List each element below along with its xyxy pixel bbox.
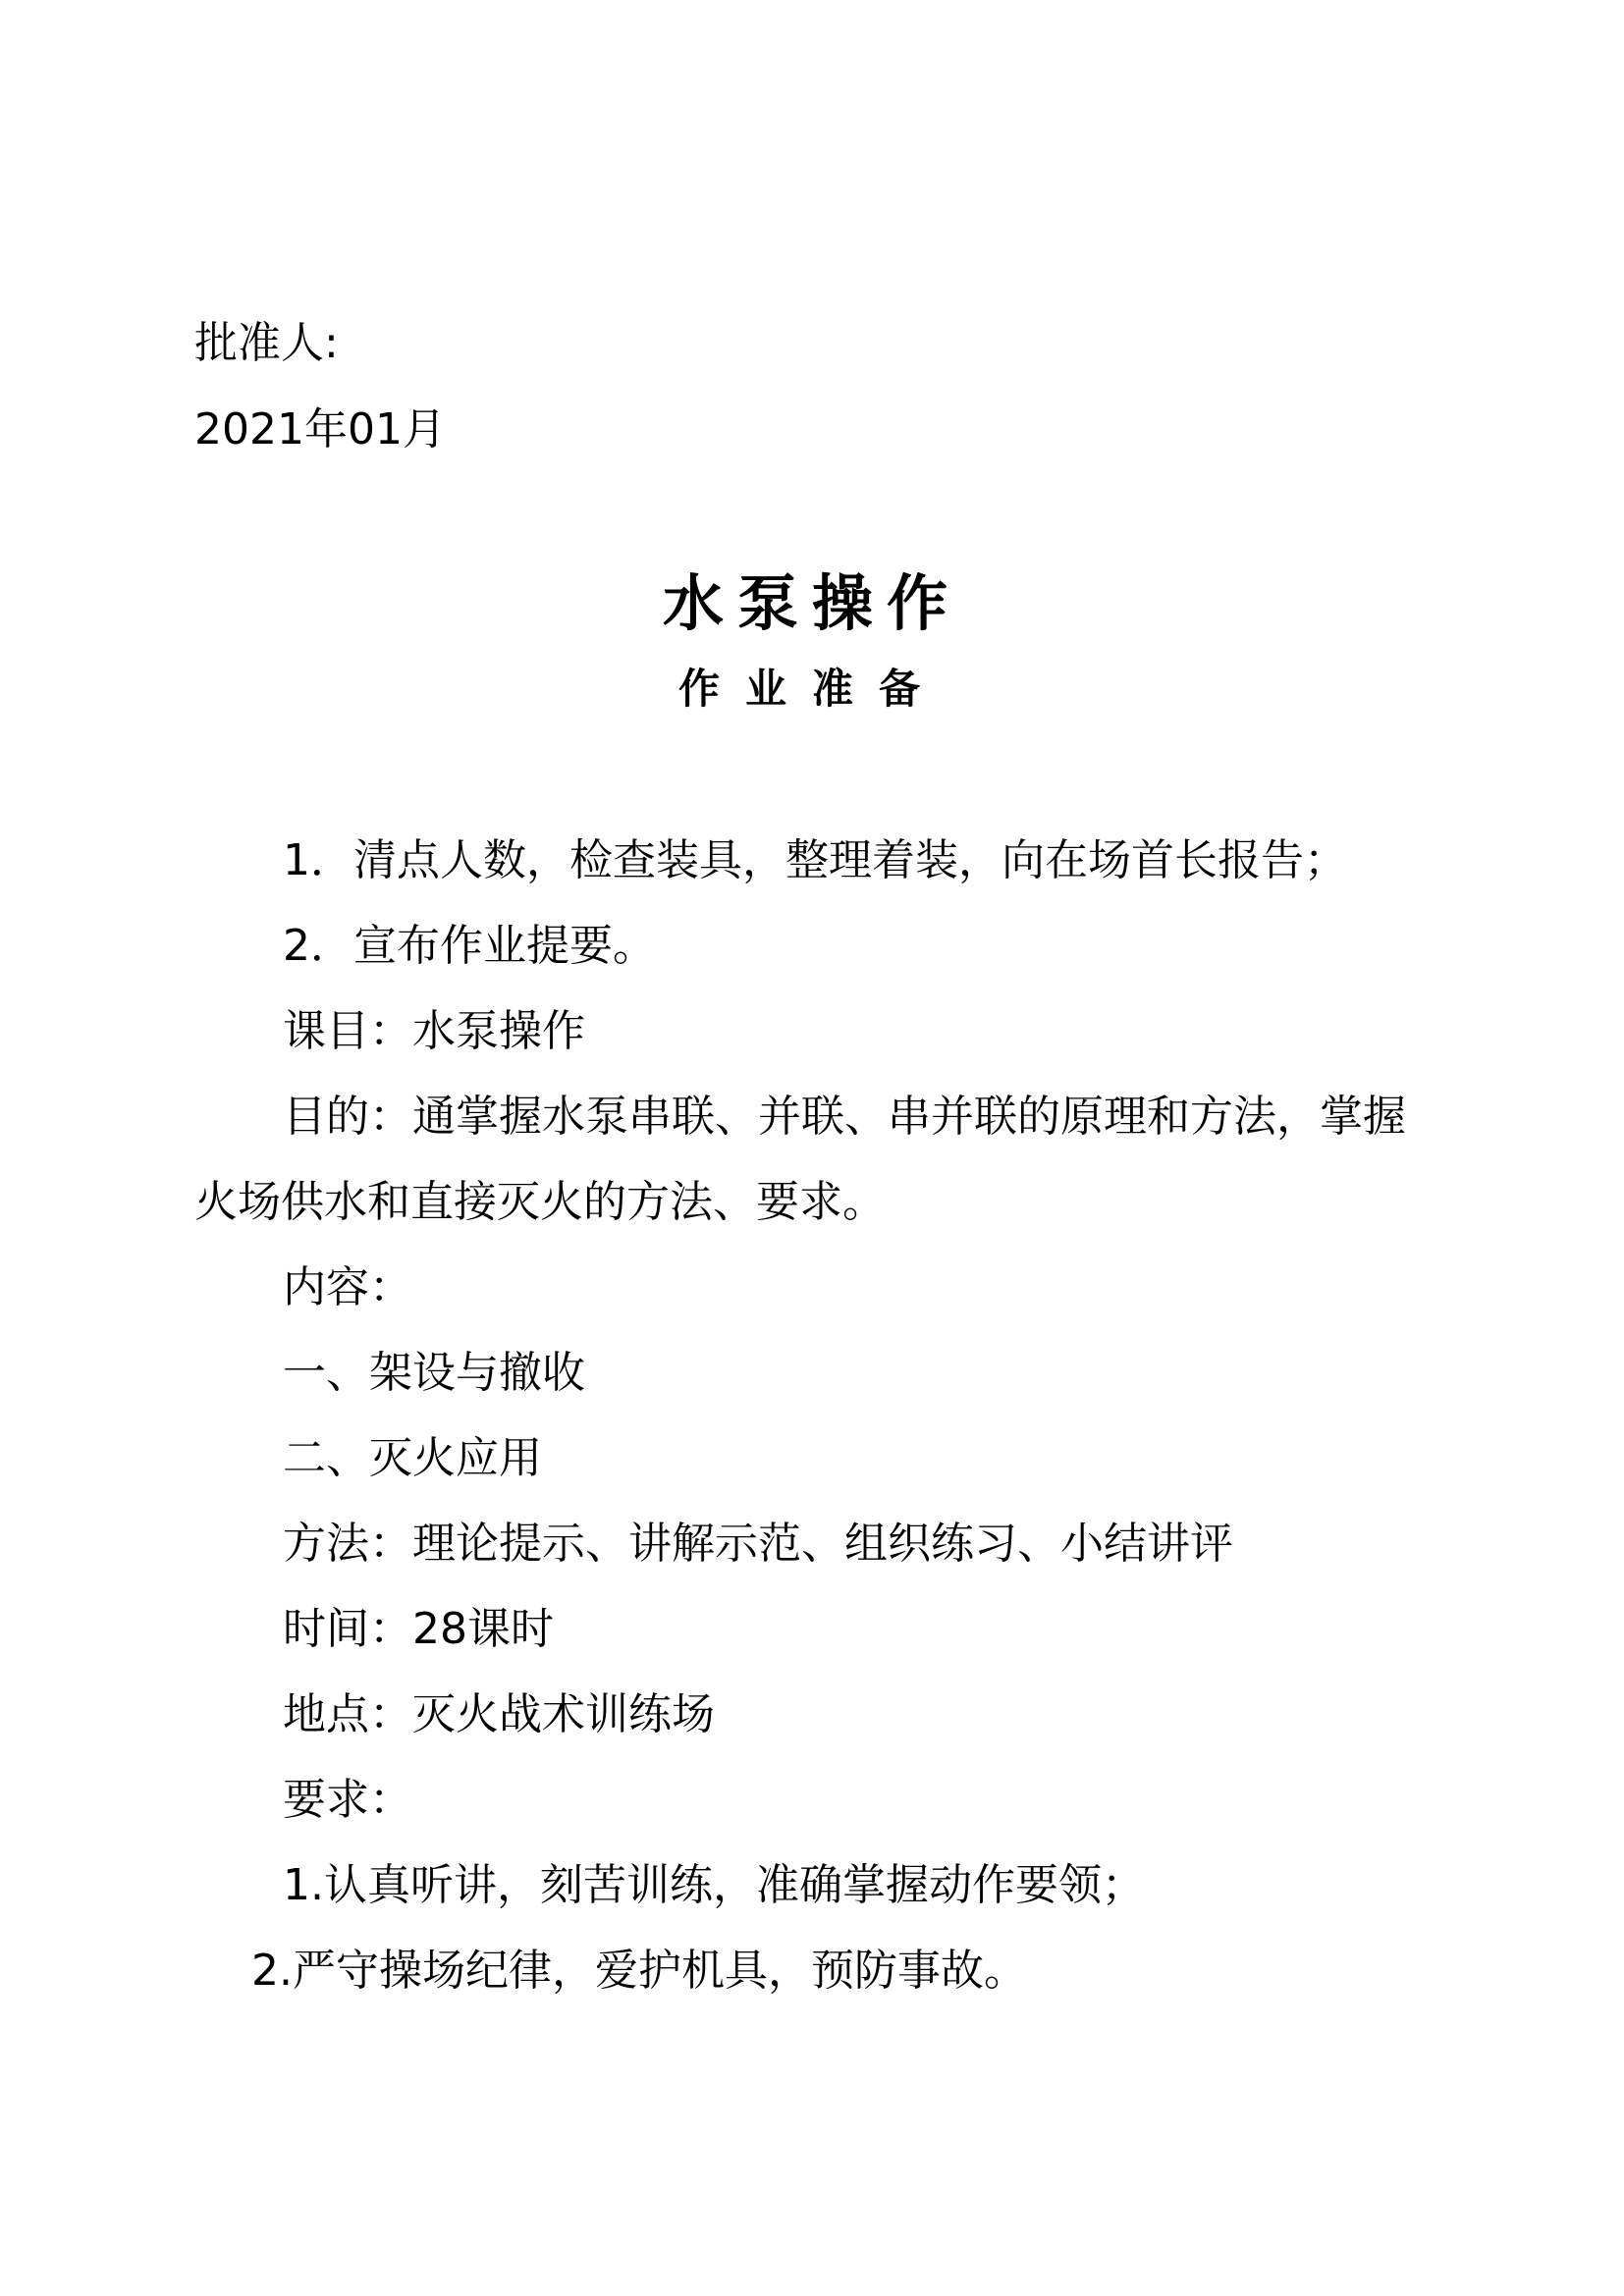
purpose-line: 目的：通掌握水泵串联、并联、串并联的原理和方法，掌握 (283, 1092, 1406, 1142)
location-line: 地点：灭火战术训练场 (283, 1689, 715, 1739)
document-subtitle: 作业准备 (677, 665, 946, 713)
requirements-label: 要求： (283, 1775, 412, 1825)
time-line: 时间：28课时 (283, 1604, 554, 1654)
requirement-2: 2.严守操场纪律，爱护机具，预防事故。 (251, 1946, 1027, 1996)
course-line: 课目：水泵操作 (283, 1006, 585, 1056)
prep-step-1: 1．清点人数，检查装具，整理着装，向在场首长报告； (283, 835, 1347, 885)
content-item-1: 一、架设与撤收 (283, 1348, 585, 1398)
content-label: 内容： (283, 1262, 412, 1312)
approver-label: 批准人: (194, 318, 339, 368)
document-title: 水泵操作 (662, 567, 961, 639)
purpose-line-continued: 火场供水和直接灭火的方法、要求。 (194, 1177, 886, 1227)
prep-step-2: 2．宣布作业提要。 (283, 921, 656, 971)
document-date: 2021年01月 (194, 404, 446, 454)
method-line: 方法：理论提示、讲解示范、组织练习、小结讲评 (283, 1519, 1233, 1569)
requirement-1: 1.认真听讲，刻苦训练，准确掌握动作要领； (283, 1860, 1145, 1910)
content-item-2: 二、灭火应用 (283, 1433, 542, 1483)
